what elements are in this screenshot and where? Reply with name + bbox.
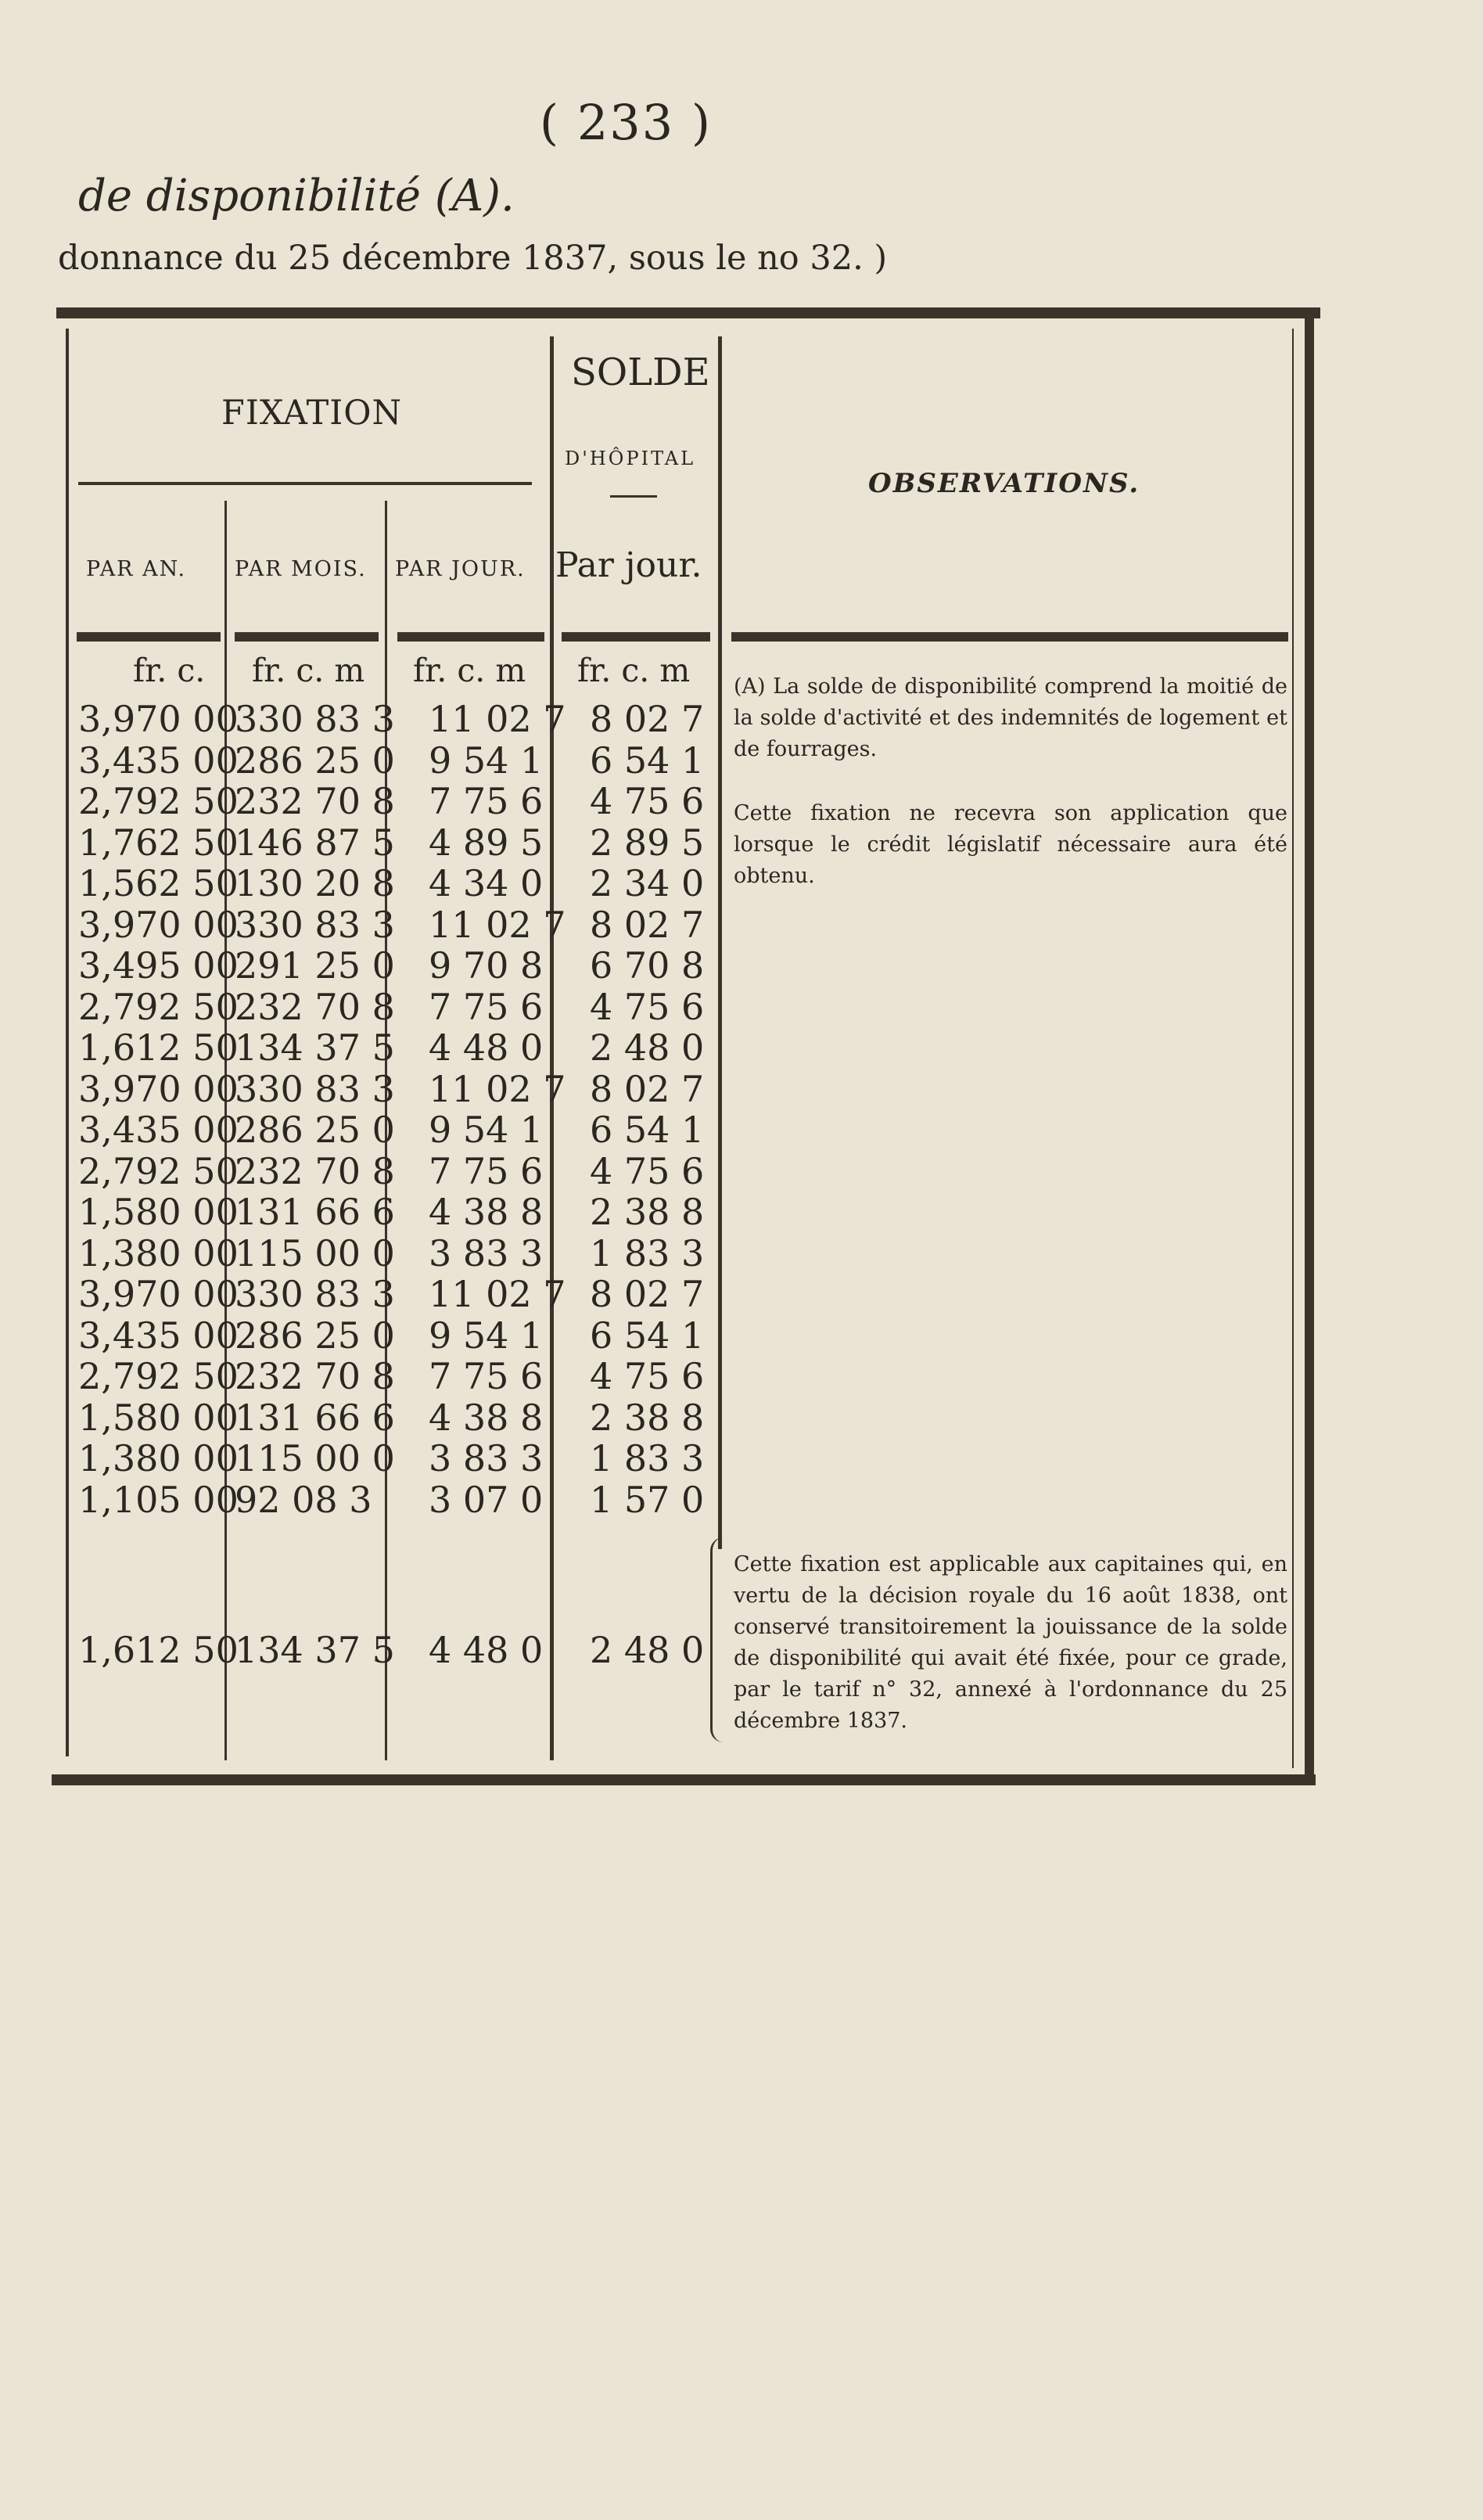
- cell-mois: 134 37 5: [235, 1629, 395, 1671]
- cell-hop: 2 34 0: [590, 862, 705, 904]
- cell-mois: 146 87 5: [235, 821, 395, 864]
- cell-an: 1,612 50: [78, 1629, 239, 1671]
- cell-mois: 130 20 8: [235, 862, 395, 904]
- cell-an: 2,792 50: [78, 1149, 239, 1192]
- cell-an: 3,435 00: [78, 1314, 239, 1357]
- cell-an: 2,792 50: [78, 1355, 239, 1397]
- cell-mois: 330 83 3: [235, 1273, 395, 1315]
- cell-hop: 1 83 3: [590, 1437, 705, 1479]
- cell-mois: 330 83 3: [235, 1067, 395, 1110]
- cell-mois: 134 37 5: [235, 1026, 395, 1069]
- col-line-hop-obs: [718, 336, 722, 1549]
- fixation-rule: [78, 482, 532, 485]
- cell-an: 2,792 50: [78, 985, 239, 1028]
- brace: [710, 1537, 724, 1742]
- cell-mois: 131 66 6: [235, 1396, 395, 1439]
- cell-an: 1,580 00: [78, 1396, 239, 1439]
- cell-an: 3,435 00: [78, 739, 239, 782]
- cell-jour: 4 48 0: [429, 1629, 544, 1671]
- cell-mois: 232 70 8: [235, 780, 395, 822]
- cell-an: 3,435 00: [78, 1109, 239, 1151]
- cell-an: 1,762 50: [78, 821, 239, 864]
- cell-mois: 232 70 8: [235, 1355, 395, 1397]
- cell-mois: 330 83 3: [235, 903, 395, 946]
- header-par-mois: PAR MOIS.: [235, 557, 367, 581]
- cell-an: 1,612 50: [78, 1026, 239, 1069]
- units-hop: fr. c. m: [577, 652, 691, 689]
- header-rule-an: [77, 632, 221, 642]
- cell-mois: 232 70 8: [235, 985, 395, 1028]
- cell-mois: 115 00 0: [235, 1437, 395, 1479]
- cell-jour: 4 34 0: [429, 862, 544, 904]
- cell-an: 1,380 00: [78, 1437, 239, 1479]
- cell-mois: 286 25 0: [235, 1109, 395, 1151]
- cell-hop: 1 83 3: [590, 1231, 705, 1274]
- header-rule-obs: [731, 632, 1288, 642]
- cell-jour: 11 02 7: [429, 1273, 566, 1315]
- cell-mois: 232 70 8: [235, 1149, 395, 1192]
- cell-jour: 11 02 7: [429, 698, 566, 740]
- page-subheading: donnance du 25 décembre 1837, sous le no 32. ): [58, 239, 888, 278]
- cell-hop: 2 48 0: [590, 1629, 705, 1671]
- cell-hop: 4 75 6: [590, 985, 705, 1028]
- header-hopital: D'HÔPITAL: [565, 448, 696, 469]
- right-border: [1305, 313, 1314, 1784]
- cell-mois: 286 25 0: [235, 739, 395, 782]
- cell-jour: 3 83 3: [429, 1231, 544, 1274]
- top-rule: [56, 307, 1320, 318]
- cell-hop: 2 38 8: [590, 1396, 705, 1439]
- col-line-left: [66, 329, 69, 1756]
- cell-hop: 8 02 7: [590, 1067, 705, 1110]
- cell-jour: 9 54 1: [429, 1314, 544, 1357]
- units-jour: fr. c. m: [413, 652, 526, 689]
- cell-hop: 2 48 0: [590, 1026, 705, 1069]
- cell-jour: 7 75 6: [429, 985, 544, 1028]
- cell-mois: 131 66 6: [235, 1191, 395, 1233]
- cell-hop: 4 75 6: [590, 1355, 705, 1397]
- header-observations: OBSERVATIONS.: [868, 468, 1140, 499]
- cell-an: 3,970 00: [78, 903, 239, 946]
- header-rule-jour: [397, 632, 544, 642]
- cell-mois: 286 25 0: [235, 1314, 395, 1357]
- cell-an: 3,495 00: [78, 944, 239, 987]
- observation-note-3: Cette fixation est applicable aux capitaines qui, en vertu de la décision royale du 16 août 1838, ont conservé transitoirement la jouissance de la solde de disponibilité qui avait été fixée, pour ce grade, par le tarif n° 32, annexé à l'ordonnance du 25 décembre 1837.: [734, 1552, 1287, 1733]
- cell-an: 1,105 00: [78, 1478, 239, 1521]
- cell-an: 3,970 00: [78, 1273, 239, 1315]
- cell-jour: 7 75 6: [429, 1355, 544, 1397]
- cell-hop: 6 54 1: [590, 739, 705, 782]
- cell-hop: 4 75 6: [590, 780, 705, 822]
- cell-an: 2,792 50: [78, 780, 239, 822]
- cell-mois: 115 00 0: [235, 1231, 395, 1274]
- inner-right-border: [1292, 329, 1294, 1768]
- header-hop-par-jour: Par jour.: [555, 545, 702, 585]
- cell-jour: 4 38 8: [429, 1396, 544, 1439]
- observation-note-1: (A) La solde de disponibilité comprend la moitié de la solde d'activité et des indemnités de logement et de fourrages.: [734, 674, 1287, 761]
- cell-jour: 9 54 1: [429, 739, 544, 782]
- cell-mois: 330 83 3: [235, 698, 395, 740]
- header-rule-hop: [562, 632, 710, 642]
- observation-note-2: Cette fixation ne recevra son application que lorsque le crédit législatif nécessaire aura été obtenu.: [734, 801, 1287, 888]
- cell-jour: 4 89 5: [429, 821, 544, 864]
- cell-an: 1,380 00: [78, 1231, 239, 1274]
- cell-jour: 3 07 0: [429, 1478, 544, 1521]
- units-an: fr. c.: [133, 652, 206, 689]
- header-rule-mois: [235, 632, 379, 642]
- header-par-an: PAR AN.: [86, 557, 187, 581]
- cell-hop: 2 38 8: [590, 1191, 705, 1233]
- page-number: ( 233 ): [539, 94, 713, 151]
- cell-jour: 11 02 7: [429, 1067, 566, 1110]
- bottom-rule: [52, 1774, 1316, 1785]
- header-fixation: FIXATION: [221, 394, 403, 433]
- cell-mois: 92 08 3: [235, 1478, 372, 1521]
- cell-jour: 7 75 6: [429, 1149, 544, 1192]
- header-solde: SOLDE: [571, 350, 710, 394]
- cell-hop: 8 02 7: [590, 1273, 705, 1315]
- cell-jour: 4 38 8: [429, 1191, 544, 1233]
- cell-hop: 2 89 5: [590, 821, 705, 864]
- cell-jour: 9 70 8: [429, 944, 544, 987]
- cell-hop: 6 70 8: [590, 944, 705, 987]
- cell-an: 1,562 50: [78, 862, 239, 904]
- cell-hop: 1 57 0: [590, 1478, 705, 1521]
- header-par-jour: PAR JOUR.: [395, 557, 526, 581]
- cell-jour: 11 02 7: [429, 903, 566, 946]
- cell-mois: 291 25 0: [235, 944, 395, 987]
- cell-hop: 8 02 7: [590, 698, 705, 740]
- cell-jour: 3 83 3: [429, 1437, 544, 1479]
- cell-jour: 4 48 0: [429, 1026, 544, 1069]
- cell-an: 3,970 00: [78, 698, 239, 740]
- cell-jour: 7 75 6: [429, 780, 544, 822]
- cell-hop: 6 54 1: [590, 1314, 705, 1357]
- cell-jour: 9 54 1: [429, 1109, 544, 1151]
- col-line-jour-hop: [550, 336, 554, 1760]
- page-heading: de disponibilité (A).: [78, 171, 515, 221]
- solde-rule: [610, 495, 657, 498]
- cell-an: 3,970 00: [78, 1067, 239, 1110]
- cell-an: 1,580 00: [78, 1191, 239, 1233]
- units-mois: fr. c. m: [252, 652, 365, 689]
- cell-hop: 4 75 6: [590, 1149, 705, 1192]
- cell-hop: 8 02 7: [590, 903, 705, 946]
- cell-hop: 6 54 1: [590, 1109, 705, 1151]
